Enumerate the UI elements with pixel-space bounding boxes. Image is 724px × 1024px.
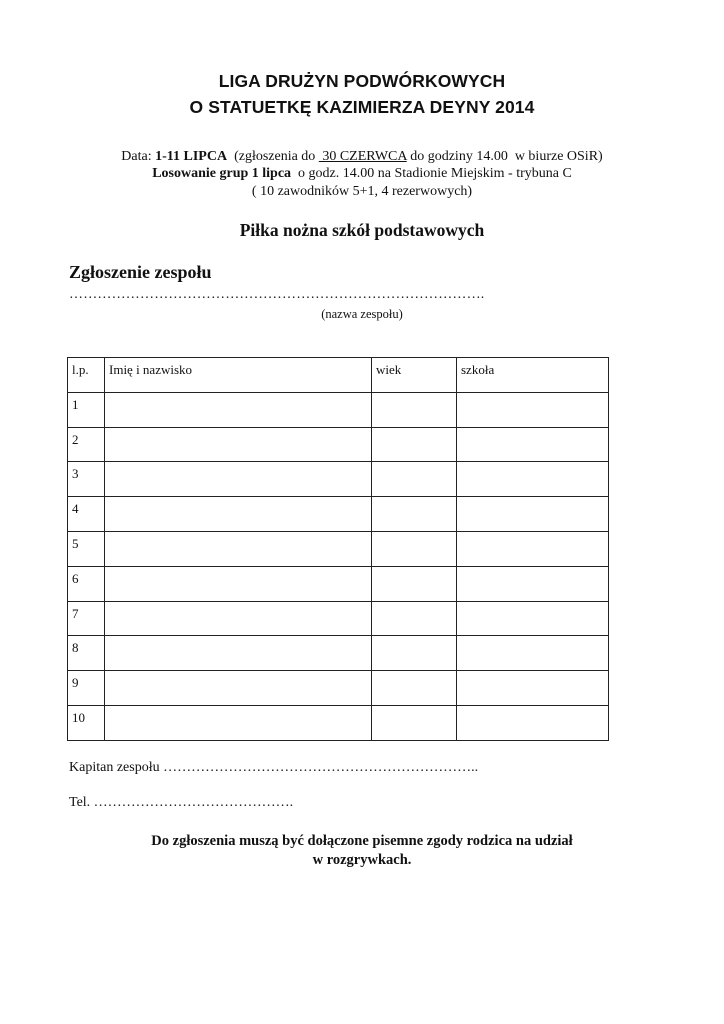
phone-field[interactable]: Tel. ……………………………………. xyxy=(69,795,294,810)
consent-note-line1: Do zgłoszenia muszą być dołączone pisemne zgody rodzica na udział xyxy=(151,833,573,849)
registration-suffix: do godziny 14.00 w biurze OSiR) xyxy=(406,149,603,164)
registration-deadline: 30 CZERWCA xyxy=(318,149,407,164)
column-header-school: szkoła xyxy=(457,358,609,393)
age-cell[interactable] xyxy=(372,566,457,601)
age-cell[interactable] xyxy=(372,462,457,497)
form-heading: Zgłoszenie zespołu xyxy=(69,262,212,282)
school-cell[interactable] xyxy=(457,531,609,566)
draw-label: Losowanie grup 1 lipca xyxy=(152,166,292,181)
age-cell[interactable] xyxy=(372,497,457,532)
table-row xyxy=(68,705,609,740)
table-row xyxy=(68,636,609,671)
captain-field[interactable]: Kapitan zespołu ………………………………………………………….. xyxy=(69,760,479,775)
table-row xyxy=(68,566,609,601)
age-cell[interactable] xyxy=(372,427,457,462)
table-row xyxy=(68,531,609,566)
team-name-field[interactable]: ……………………………………………………………………………. xyxy=(69,287,485,302)
name-cell[interactable] xyxy=(105,671,372,706)
school-cell[interactable] xyxy=(457,671,609,706)
roster-table xyxy=(67,357,609,741)
column-header-lp: l.p. xyxy=(68,358,105,393)
table-row xyxy=(68,427,609,462)
school-cell[interactable] xyxy=(457,392,609,427)
school-cell[interactable] xyxy=(457,462,609,497)
school-cell[interactable] xyxy=(457,427,609,462)
name-cell[interactable] xyxy=(105,705,372,740)
school-cell[interactable] xyxy=(457,566,609,601)
competition-subject: Piłka nożna szkół podstawowych xyxy=(239,220,485,240)
row-number: 8 xyxy=(68,636,105,671)
row-number: 10 xyxy=(68,705,105,740)
table-row xyxy=(68,462,609,497)
name-cell[interactable] xyxy=(105,497,372,532)
table-row xyxy=(68,671,609,706)
name-cell[interactable] xyxy=(105,601,372,636)
players-note: ( 10 zawodników 5+1, 4 rezerwowych) xyxy=(251,184,473,199)
name-cell[interactable] xyxy=(105,636,372,671)
row-number: 7 xyxy=(68,601,105,636)
date-label: Data: xyxy=(121,149,156,164)
date-line xyxy=(0,148,724,165)
row-number: 4 xyxy=(68,497,105,532)
age-cell[interactable] xyxy=(372,671,457,706)
row-number: 2 xyxy=(68,427,105,462)
table-header-row xyxy=(68,358,609,393)
document-title-line2: O STATUETKĘ KAZIMIERZA DEYNY 2014 xyxy=(189,97,535,117)
row-number: 5 xyxy=(68,531,105,566)
team-name-caption: (nazwa zespołu) xyxy=(321,307,403,321)
table-row xyxy=(68,601,609,636)
age-cell[interactable] xyxy=(372,392,457,427)
school-cell[interactable] xyxy=(457,705,609,740)
name-cell[interactable] xyxy=(105,531,372,566)
row-number: 3 xyxy=(68,462,105,497)
name-cell[interactable] xyxy=(105,427,372,462)
name-cell[interactable] xyxy=(105,566,372,601)
document-title-line1: LIGA DRUŻYN PODWÓRKOWYCH xyxy=(218,71,506,91)
row-number: 9 xyxy=(68,671,105,706)
age-cell[interactable] xyxy=(372,531,457,566)
school-cell[interactable] xyxy=(457,636,609,671)
row-number: 1 xyxy=(68,392,105,427)
name-cell[interactable] xyxy=(105,462,372,497)
consent-note-line2: w rozgrywkach. xyxy=(312,852,412,868)
row-number: 6 xyxy=(68,566,105,601)
draw-text: o godz. 14.00 na Stadionie Miejskim - trybuna C xyxy=(291,166,572,181)
registration-prefix: (zgłoszenia do xyxy=(227,149,319,164)
age-cell[interactable] xyxy=(372,636,457,671)
column-header-name: Imię i nazwisko xyxy=(105,358,372,393)
date-value: 1-11 LIPCA xyxy=(155,149,228,164)
column-header-age: wiek xyxy=(372,358,457,393)
table-row xyxy=(68,497,609,532)
school-cell[interactable] xyxy=(457,497,609,532)
school-cell[interactable] xyxy=(457,601,609,636)
age-cell[interactable] xyxy=(372,601,457,636)
draw-line xyxy=(0,165,724,182)
name-cell[interactable] xyxy=(105,392,372,427)
table-row xyxy=(68,392,609,427)
age-cell[interactable] xyxy=(372,705,457,740)
